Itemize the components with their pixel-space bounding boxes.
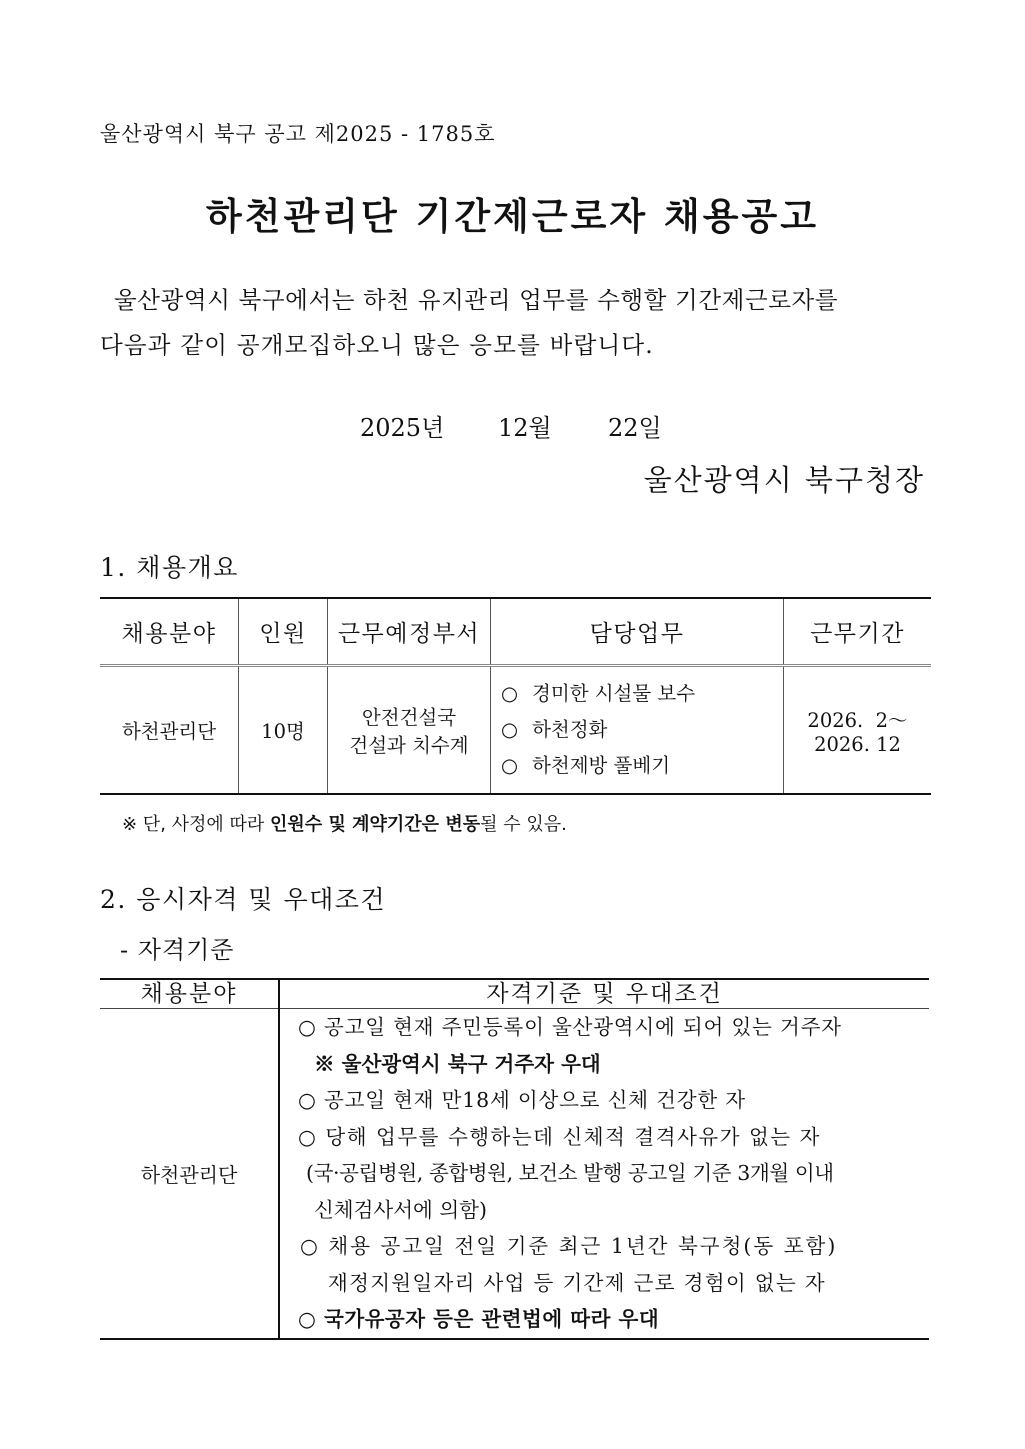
table-row [100, 1009, 929, 1339]
page-title: 하천관리단 기간제근로자 채용공고 [206, 195, 819, 238]
subsection-heading: - 자격기준 [120, 936, 235, 964]
header-duties: 담당업무 [491, 598, 784, 666]
date-month: 12월 [498, 414, 552, 442]
duty-item: ○ 경미한 시설물 보수 [501, 682, 696, 705]
header-conditions: 자격기준 및 우대조건 [279, 979, 929, 1009]
duty-item: ○ 하천정화 [501, 718, 608, 741]
period-line-1: 2026. 2～ [807, 708, 908, 732]
table-header-row [100, 979, 929, 1009]
cell-field: 하천관리단 [100, 666, 239, 795]
cell-dept [328, 666, 491, 795]
period-line-2: 2026. 12 [814, 732, 901, 756]
condition-line: ※ 울산광역시 북구 거주자 우대 [314, 1051, 601, 1076]
condition-line: ○ 채용 공고일 전일 기준 최근 1년간 북구청(동 포함) [300, 1234, 838, 1258]
intro-line-1: 울산광역시 북구에서는 하천 유지관리 업무를 수행할 기간제근로자를 [114, 286, 839, 314]
condition-line: 재정지원일자리 사업 등 기간제 근로 경험이 없는 자 [328, 1270, 826, 1295]
condition-line: 신체검사서에 의함) [314, 1197, 487, 1222]
condition-line: (국·공립병원, 종합병원, 보건소 발행 공고일 기준 3개월 이내 [306, 1161, 834, 1185]
section-2-heading: 2. 응시자격 및 우대조건 [100, 885, 387, 914]
qualification-table [100, 978, 929, 1340]
condition-line: ○ 국가유공자 등은 관련법에 따라 우대 [298, 1307, 660, 1331]
condition-line: ○ 당해 업무를 수행하는데 신체적 결격사유가 없는 자 [298, 1124, 821, 1149]
note: ※ 단, 사정에 따라 인원수 및 계약기간은 변동될 수 있음. [122, 814, 567, 835]
intro-paragraph [100, 278, 928, 368]
header-field: 채용분야 [100, 979, 279, 1009]
date-year: 2025년 [360, 414, 445, 442]
intro-line-2: 다음과 같이 공개모집하오니 많은 응모를 바랍니다. [100, 331, 654, 359]
dept-line-1: 안전건설국 [361, 706, 457, 729]
header-dept: 근무예정부서 [328, 598, 491, 666]
dept-line-2: 건설과 치수계 [349, 734, 469, 757]
table-header-row [100, 598, 931, 666]
cell-duties [491, 666, 784, 795]
recruitment-overview-table [100, 597, 931, 795]
cell-period [784, 666, 932, 795]
table-row [100, 666, 931, 795]
duty-item: ○ 하천제방 풀베기 [501, 754, 671, 777]
header-field: 채용분야 [100, 598, 239, 666]
section-1-heading: 1. 채용개요 [100, 553, 239, 582]
cell-conditions [279, 1009, 929, 1339]
header-count: 인원 [239, 598, 328, 666]
date-day: 22일 [608, 414, 662, 442]
issuer-signature: 울산광역시 북구청장 [643, 463, 925, 497]
cell-field: 하천관리단 [100, 1009, 279, 1339]
header-period: 근무기간 [784, 598, 932, 666]
cell-count: 10명 [239, 666, 328, 795]
condition-line: ○ 공고일 현재 주민등록이 울산광역시에 되어 있는 거주자 [298, 1015, 842, 1039]
notice-number: 울산광역시 북구 공고 제2025 - 1785호 [100, 122, 496, 146]
condition-line: ○ 공고일 현재 만18세 이상으로 신체 건강한 자 [298, 1088, 746, 1112]
